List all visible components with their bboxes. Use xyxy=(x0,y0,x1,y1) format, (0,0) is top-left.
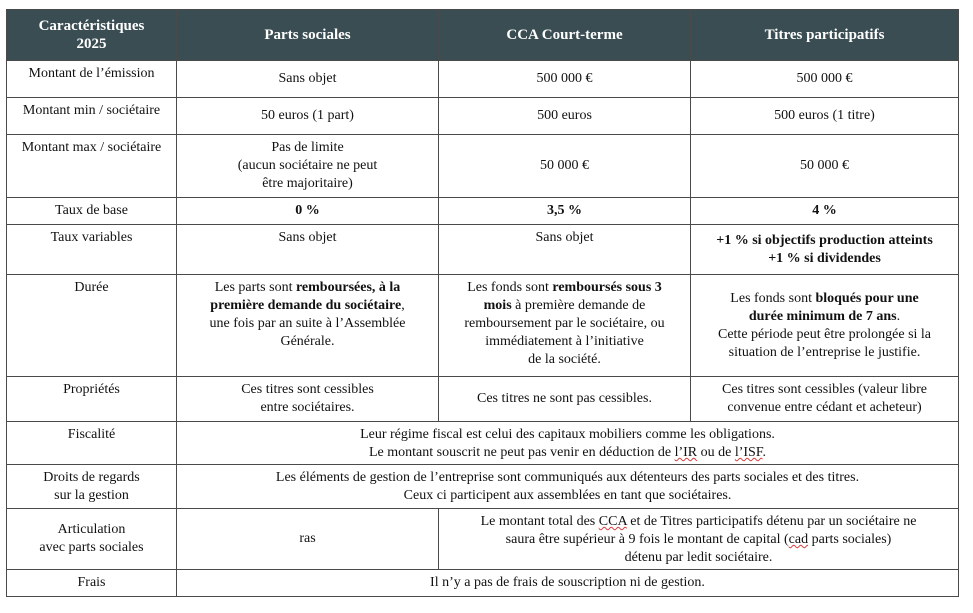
row-taux-variables xyxy=(7,225,959,275)
row-label: Durée xyxy=(7,275,177,377)
cell-parts-sociales: Ces titres sont cessibles entre sociétaires. xyxy=(177,377,439,422)
row-label: Droits de regards sur la gestion xyxy=(7,465,177,509)
cell-titres: +1 % si objectifs production atteints +1 % si dividendes xyxy=(691,225,959,275)
row-label: Fiscalité xyxy=(7,422,177,465)
cell-parts-sociales: Sans objet xyxy=(177,61,439,98)
row-label: Taux de base xyxy=(7,198,177,225)
row-duree xyxy=(7,275,959,377)
cell-merged: Les éléments de gestion de l’entreprise sont communiqués aux détenteurs des parts sociales et des titres. Ceux ci participent aux assemblées en tant que sociétaires. xyxy=(177,465,959,509)
header-parts-sociales: Parts sociales xyxy=(177,10,439,61)
row-proprietes xyxy=(7,377,959,422)
cell-titres: 500 000 € xyxy=(691,61,959,98)
cell-cca: 500 euros xyxy=(439,98,691,135)
row-label: Frais xyxy=(7,570,177,597)
header-characteristics: Caractéristiques 2025 xyxy=(7,10,177,61)
cell-parts-sociales: ras xyxy=(177,509,439,570)
cell-parts-sociales: 0 % xyxy=(177,198,439,225)
row-emission xyxy=(7,61,959,98)
header-row xyxy=(7,10,959,61)
row-label: Montant de l’émission xyxy=(7,61,177,98)
cell-parts-sociales: 50 euros (1 part) xyxy=(177,98,439,135)
row-frais xyxy=(7,570,959,597)
cell-titres: Les fonds sont bloqués pour une durée minimum de 7 ans. Cette période peut être prolongée si la situation de l’entreprise le justifie. xyxy=(691,275,959,377)
cell-merged: Le montant total des CCA et de Titres participatifs détenu par un sociétaire ne saura être supérieur à 9 fois le montant de capital (cad parts sociales) détenu par ledit sociétaire. xyxy=(439,509,959,570)
row-label: Propriétés xyxy=(7,377,177,422)
header-cca-court-terme: CCA Court-terme xyxy=(439,10,691,61)
row-articulation xyxy=(7,509,959,570)
cell-cca: Les fonds sont remboursés sous 3 mois à première demande de remboursement par le sociétaire, ou immédiatement à l’initiative de la société. xyxy=(439,275,691,377)
row-taux-base xyxy=(7,198,959,225)
characteristics-table xyxy=(6,9,959,597)
cell-titres: Ces titres sont cessibles (valeur libre convenue entre cédant et acheteur) xyxy=(691,377,959,422)
cell-cca: 3,5 % xyxy=(439,198,691,225)
cell-parts-sociales: Sans objet xyxy=(177,225,439,275)
row-fiscalite xyxy=(7,422,959,465)
row-min xyxy=(7,98,959,135)
cell-cca: Sans objet xyxy=(439,225,691,275)
cell-cca: 500 000 € xyxy=(439,61,691,98)
row-label: Taux variables xyxy=(7,225,177,275)
cell-cca: Ces titres ne sont pas cessibles. xyxy=(439,377,691,422)
cell-parts-sociales: Pas de limite (aucun sociétaire ne peut être majoritaire) xyxy=(177,135,439,198)
row-label: Montant max / sociétaire xyxy=(7,135,177,198)
header-titres-participatifs: Titres participatifs xyxy=(691,10,959,61)
cell-merged: Il n’y a pas de frais de souscription ni de gestion. xyxy=(177,570,959,597)
cell-merged: Leur régime fiscal est celui des capitaux mobiliers comme les obligations. Le montant souscrit ne peut pas venir en déduction de l’IR ou de l’ISF. xyxy=(177,422,959,465)
cell-titres: 4 % xyxy=(691,198,959,225)
cell-parts-sociales: Les parts sont remboursées, à la première demande du sociétaire, une fois par an suite à l’Assemblée Générale. xyxy=(177,275,439,377)
cell-cca: 50 000 € xyxy=(439,135,691,198)
row-max xyxy=(7,135,959,198)
row-label: Montant min / sociétaire xyxy=(7,98,177,135)
cell-titres: 500 euros (1 titre) xyxy=(691,98,959,135)
cell-titres: 50 000 € xyxy=(691,135,959,198)
row-label: Articulation avec parts sociales xyxy=(7,509,177,570)
row-droits xyxy=(7,465,959,509)
